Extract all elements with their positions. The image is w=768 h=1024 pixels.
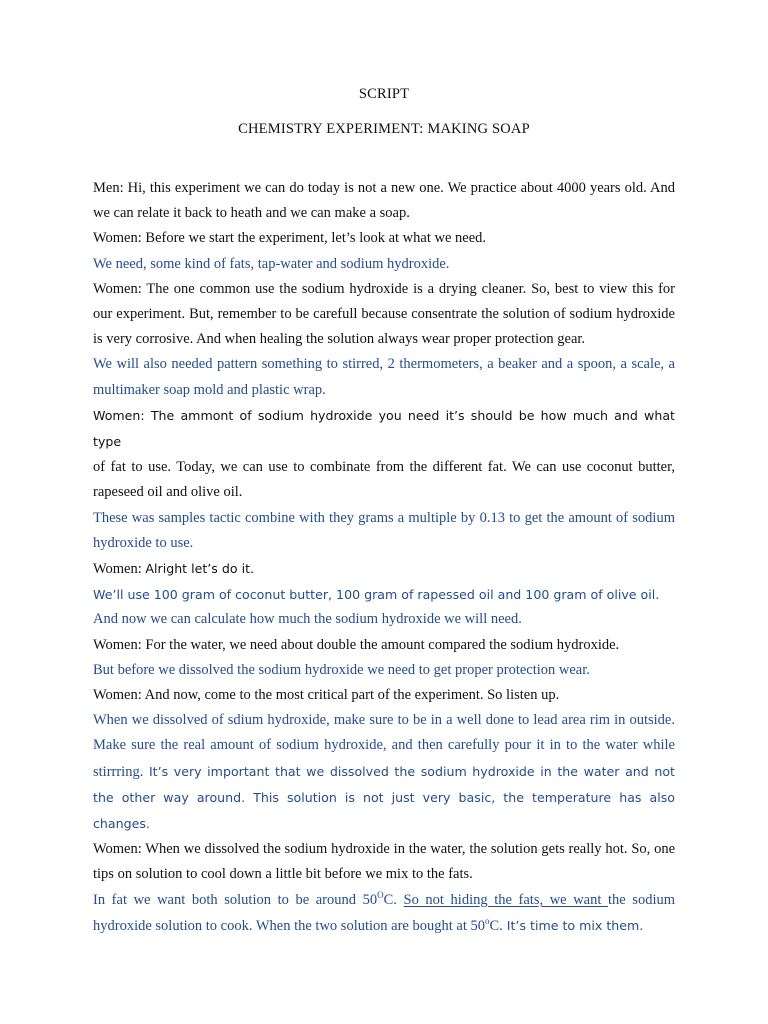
- temperature-text-a: In fat we want both solution to be around 50: [93, 891, 378, 908]
- mix-them-text: It’s time to mix them.: [502, 917, 644, 933]
- temperature-text-c: the sodium hydroxide solution to cook. When the two solution are bought at 50: [93, 891, 675, 934]
- paragraph-dissolving: [93, 708, 675, 837]
- underlined-text: So not hiding the fats, we want: [403, 891, 608, 908]
- speaker-label: Women:: [93, 561, 146, 578]
- degree-sup-1: O: [377, 889, 384, 900]
- fat-types-line-2: of fat to use. Today, we can use to combinate from the different fat. We can use coconut butter, rapeseed oil and olive oil.: [93, 459, 675, 501]
- experiment-title: CHEMISTRY EXPERIMENT: MAKING SOAP: [238, 121, 530, 137]
- script-body: [93, 176, 675, 939]
- dissolving-text-sans: It’s very important that we dissolved the sodium hydroxide in the water and not the other way around. This solution is not just very basic, the temperature has also changes.: [93, 763, 675, 832]
- paragraph-solution-hot: Women: When we dissolved the sodium hydroxide in the water, the solution gets really hot. So, one tips on solution to cool down a little bit before we mix to the fats.: [93, 841, 675, 883]
- paragraph-protection-wear: But before we dissolved the sodium hydroxide we need to get proper protection wear.: [93, 661, 590, 678]
- paragraph-multiplier: These was samples tactic combine with they grams a multiple by 0.13 to get the amount of sodium hydroxide to use.: [93, 509, 675, 551]
- paragraph-fat-types: [93, 403, 675, 506]
- temperature-text-d: C.: [489, 917, 503, 934]
- paragraph-quantities: We’ll use 100 gram of coconut butter, 100 gram of rapessed oil and 100 gram of olive oil.: [93, 587, 660, 603]
- paragraph-equipment: We will also needed pattern something to stirred, 2 thermometers, a beaker and a spoon, a scale, a multimaker soap mold and plastic wrap.: [93, 356, 675, 398]
- paragraph-calculate: And now we can calculate how much the sodium hydroxide we will need.: [93, 611, 522, 628]
- paragraph-lets-do-it: [93, 556, 675, 582]
- paragraph-water: Women: For the water, we need about double the amount compared the sodium hydroxide.: [93, 636, 620, 653]
- women-label-text: Women: Before we start the experiment, let’s look at what we need.: [93, 230, 487, 247]
- paragraph-temperature: [93, 888, 675, 939]
- paragraph-men-intro: Men: Hi, this experiment we can do today is not a new one. We practice about 4000 years old. And we can relate it back to heath and we can make a soap.: [93, 180, 675, 222]
- degree-sup-2: o: [484, 915, 490, 926]
- lets-do-it-text: Alright let’s do it.: [145, 561, 255, 577]
- dissolving-text-serif: When we dissolved of sdium hydroxide, make sure to be in a well done to lead area rim in outside. Make sure the real amount of sodium hydroxide, and then carefully pour it in to the water while stirrring.: [93, 712, 675, 780]
- fat-types-line-1: Women: The ammont of sodium hydroxide you need it’s should be how much and what type: [93, 407, 675, 450]
- paragraph-materials: We need, some kind of fats, tap-water and sodium hydroxide.: [93, 255, 450, 272]
- paragraph-sodium-hydroxide-warning: Women: The one common use the sodium hydroxide is a drying cleaner. So, best to view this for our experiment. But, remember to be carefull because consentrate the solution of sodium hydroxide is very corrosive. And when healing the solution always wear proper protection gear.: [93, 280, 675, 348]
- paragraph-women-what-we-need: [93, 226, 675, 251]
- paragraph-critical-part: Women: And now, come to the most critical part of the experiment. So listen up.: [93, 687, 560, 704]
- script-title: SCRIPT: [358, 86, 410, 102]
- temperature-text-b: C.: [383, 891, 404, 908]
